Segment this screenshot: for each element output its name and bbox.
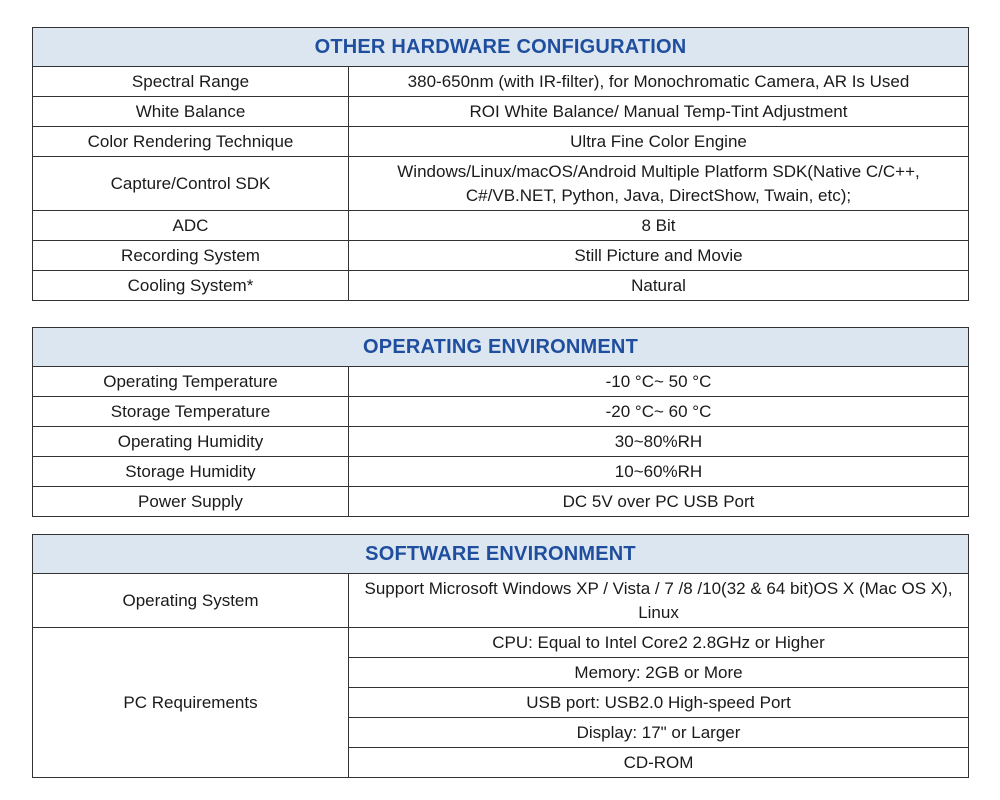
spec-value: Memory: 2GB or More xyxy=(349,658,969,688)
table-row xyxy=(33,241,969,271)
table-row xyxy=(33,397,969,427)
table-row xyxy=(33,157,969,211)
spec-label: Storage Humidity xyxy=(33,457,349,487)
spec-value: Windows/Linux/macOS/Android Multiple Platform SDK(Native C/C++, C#/VB.NET, Python, Java, DirectShow, Twain, etc); xyxy=(349,157,969,211)
spec-value: Still Picture and Movie xyxy=(349,241,969,271)
table-row xyxy=(33,628,969,658)
table-row xyxy=(33,457,969,487)
spec-value: DC 5V over PC USB Port xyxy=(349,487,969,517)
hardware-config-title: OTHER HARDWARE CONFIGURATION xyxy=(33,28,969,67)
spec-label: Operating Humidity xyxy=(33,427,349,457)
spec-label: Color Rendering Technique xyxy=(33,127,349,157)
spec-value: 10~60%RH xyxy=(349,457,969,487)
spec-value: Display: 17" or Larger xyxy=(349,718,969,748)
spec-value: 30~80%RH xyxy=(349,427,969,457)
spec-label: Spectral Range xyxy=(33,67,349,97)
spec-value: 8 Bit xyxy=(349,211,969,241)
operating-environment-table xyxy=(32,327,969,517)
software-environment-title: SOFTWARE ENVIRONMENT xyxy=(33,535,969,574)
table-row xyxy=(33,211,969,241)
table-row xyxy=(33,487,969,517)
table-row xyxy=(33,67,969,97)
spec-value: CPU: Equal to Intel Core2 2.8GHz or Higher xyxy=(349,628,969,658)
spec-value: -10 °C~ 50 °C xyxy=(349,367,969,397)
spec-value: Support Microsoft Windows XP / Vista / 7 /8 /10(32 & 64 bit)OS X (Mac OS X), Linux xyxy=(349,574,969,628)
table-row xyxy=(33,367,969,397)
table-row xyxy=(33,97,969,127)
hardware-config-table xyxy=(32,27,969,301)
software-environment-table xyxy=(32,534,969,778)
table-row xyxy=(33,271,969,301)
spec-label: Cooling System* xyxy=(33,271,349,301)
spec-label: White Balance xyxy=(33,97,349,127)
table-row xyxy=(33,127,969,157)
spec-label: Recording System xyxy=(33,241,349,271)
spec-value: ROI White Balance/ Manual Temp-Tint Adjustment xyxy=(349,97,969,127)
spec-label: PC Requirements xyxy=(33,628,349,778)
spec-value: -20 °C~ 60 °C xyxy=(349,397,969,427)
spec-label: Operating Temperature xyxy=(33,367,349,397)
spec-label: Operating System xyxy=(33,574,349,628)
table-row xyxy=(33,574,969,628)
spec-value: Ultra Fine Color Engine xyxy=(349,127,969,157)
operating-environment-title: OPERATING ENVIRONMENT xyxy=(33,328,969,367)
spec-value: Natural xyxy=(349,271,969,301)
spec-value: 380-650nm (with IR-filter), for Monochromatic Camera, AR Is Used xyxy=(349,67,969,97)
spec-label: Power Supply xyxy=(33,487,349,517)
spec-label: ADC xyxy=(33,211,349,241)
spec-label: Capture/Control SDK xyxy=(33,157,349,211)
spec-value: CD-ROM xyxy=(349,748,969,778)
table-row xyxy=(33,427,969,457)
spec-value: USB port: USB2.0 High-speed Port xyxy=(349,688,969,718)
spec-label: Storage Temperature xyxy=(33,397,349,427)
